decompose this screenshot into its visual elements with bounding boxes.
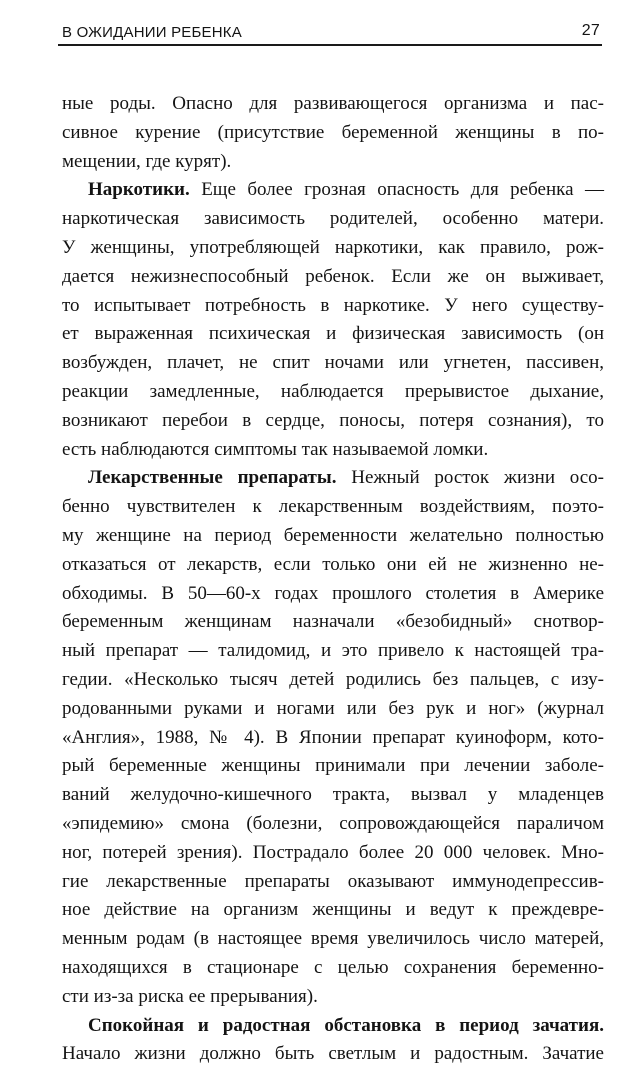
text-line: беременным женщинам назначали «безобидный» снотвор-	[62, 611, 604, 633]
text-line: рый беременные женщины принимали при лечении заболе-	[62, 755, 604, 777]
paragraph-start-medicines: Лекарственные препараты. Нежный росток жизни осо-	[88, 467, 604, 489]
text-line: «Англия», 1988, № 4). В Японии препарат куиноформ, кото-	[62, 726, 604, 748]
text-line: ет выраженная психическая и физическая зависимость (он	[62, 323, 604, 345]
text-line: гие лекарственные препараты оказывают иммунодепрессив-	[62, 870, 604, 892]
text-line: возбужден, плачет, не спит ночами или угнетен, пассивен,	[62, 352, 604, 374]
text-line: менным родам (в настоящее время увеличилось число матерей,	[62, 928, 604, 950]
text-line: находящихся в стационаре с целью сохранения беременно-	[62, 956, 604, 978]
text-line: гедии. «Несколько тысяч детей родились без пальцев, с изу-	[62, 668, 604, 690]
running-header	[62, 22, 600, 44]
running-title: В ОЖИДАНИИ РЕБЕНКА	[62, 24, 242, 41]
text-line: ный препарат — талидомид, и это привело к настоящей тра-	[62, 640, 604, 662]
text-line: «эпидемию» смона (болезни, сопровождающейся параличом	[62, 812, 604, 834]
text-line: есть наблюдаются симптомы так называемой ломки.	[62, 438, 489, 460]
header-rule	[58, 44, 602, 46]
text-line: реакции замедленные, наблюдается прерывистое дыхание,	[62, 380, 604, 402]
section-heading-narcotics: Наркотики.	[88, 179, 190, 201]
text-line: му женщине на период беременности желательно полностью	[62, 524, 604, 546]
text-line: родованными руками и ногами или без рук и ног» (журнал	[62, 697, 604, 719]
text-line: то испытывает потребность в наркотике. У него существу-	[62, 294, 604, 316]
text-line: сивное курение (присутствие беременной женщины в по-	[62, 121, 604, 143]
text-line: отказаться от лекарств, если только они ей не жизненно не-	[62, 553, 604, 575]
section-heading-medicines: Лекарственные препараты.	[88, 467, 337, 489]
body-text	[62, 90, 604, 1069]
text-line: ног, потерей зрения). Пострадало более 20 000 человек. Мно-	[62, 841, 604, 863]
paragraph-start-conception	[62, 1012, 604, 1041]
text-line: Начало жизни должно быть светлым и радостным. Зачатие	[62, 1043, 604, 1065]
page-number: 27	[581, 22, 600, 39]
text-line: наркотическая зависимость родителей, особенно матери.	[62, 208, 604, 230]
text-line: ные роды. Опасно для развивающегося организма и пас-	[62, 93, 604, 114]
text-line: возникают перебои в сердце, поносы, потеря сознания), то	[62, 409, 604, 431]
text-line: бенно чувствителен к лекарственным воздействиям, поэто-	[62, 496, 604, 518]
text-line: сти из-за риска ее прерывания).	[62, 985, 318, 1007]
text-line: дается нежизнеспособный ребенок. Если же он выживает,	[62, 265, 604, 287]
text-line: ное действие на организм женщины и ведут к преждевре-	[62, 899, 604, 921]
paragraph-start-narcotics: Наркотики. Еще более грозная опасность для ребенка —	[88, 179, 604, 201]
text-line: обходимы. В 50—60-х годах прошлого столетия в Америке	[62, 582, 604, 604]
text-line: мещении, где курят).	[62, 150, 232, 172]
text-line: ваний желудочно-кишечного тракта, вызвал у младенцев	[62, 784, 604, 806]
section-heading-conception: Спокойная и радостная обстановка в период зачатия.	[88, 1014, 604, 1036]
text-line: У женщины, употребляющей наркотики, как правило, рож-	[62, 236, 604, 258]
